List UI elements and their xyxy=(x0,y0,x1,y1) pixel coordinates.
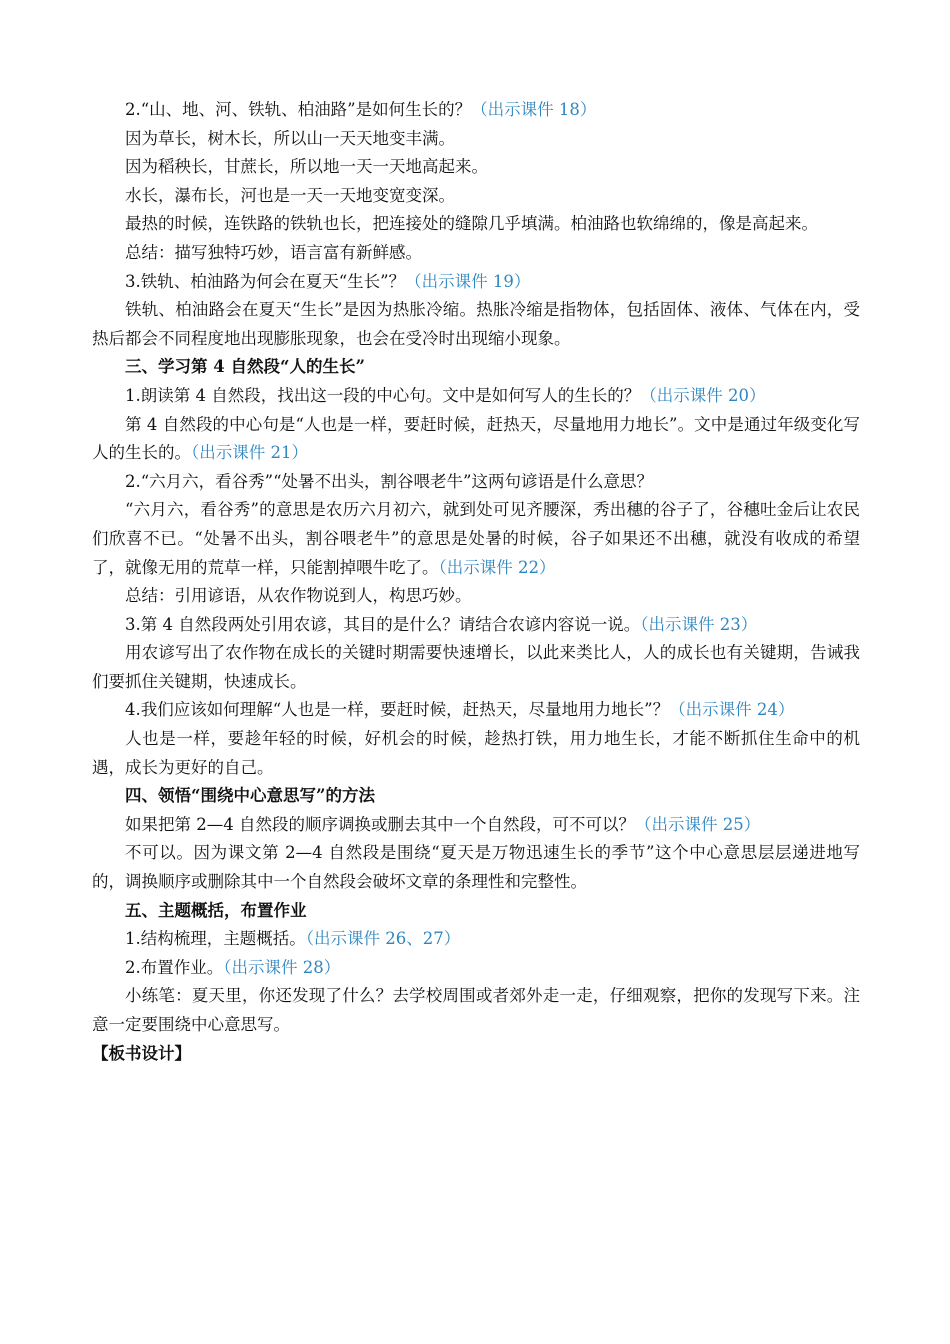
paragraph xyxy=(92,811,860,840)
paragraph xyxy=(92,239,860,268)
paragraph-text: 因为草长，树木长，所以山一天天地变丰满。 xyxy=(125,128,455,148)
paragraph xyxy=(92,925,860,954)
paragraph xyxy=(92,468,860,497)
paragraph xyxy=(92,696,860,725)
paragraph xyxy=(92,496,860,582)
paragraph-text: 2.“六月六，看谷秀”“处暑不出头，割谷喂老牛”这两句谚语是什么意思？ xyxy=(125,471,653,491)
paragraph-text: 四、领悟“围绕中心意思写”的方法 xyxy=(125,786,375,806)
paragraph xyxy=(92,839,860,896)
paragraph-text: 三、学习第 4 自然段“人的生长” xyxy=(125,357,365,377)
paragraph-text: 1.结构梳理，主题概括。 xyxy=(125,929,306,949)
section-heading xyxy=(92,353,860,382)
courseware-reference: （出示课件 21） xyxy=(191,443,308,463)
paragraph-text: 第 4 自然段的中心句是“人也是一样，要赶时候，赶热天，尽量地用力地长”。文中是通过年级变化写人的生长的。 xyxy=(92,414,860,463)
paragraph-text: 因为稻秧长，甘蔗长，所以地一天一天地高起来。 xyxy=(125,157,488,177)
paragraph-text: “六月六，看谷秀”的意思是农历六月初六，就到处可见齐腰深，秀出穗的谷子了，谷穗吐金后让农民们欣喜不已。“处暑不出头，割谷喂老牛”的意思是处暑的时候，谷子如果还不出穗，就没有收成的希望了，就像无用的荒草一样，只能割掉喂牛吃了。 xyxy=(92,500,860,577)
paragraph xyxy=(92,125,860,154)
courseware-reference: （出示课件 20） xyxy=(640,385,766,405)
section-heading xyxy=(92,782,860,811)
paragraph xyxy=(92,182,860,211)
paragraph-text: 最热的时候，连铁路的铁轨也长，把连接处的缝隙几乎填满。柏油路也软绵绵的，像是高起来。 xyxy=(125,214,818,234)
paragraph xyxy=(92,382,860,411)
document-page xyxy=(92,96,860,1068)
paragraph-text: 人也是一样，要趁年轻的时候，好机会的时候，趁热打铁，用力地生长，才能不断抓住生命中的机遇，成长为更好的自己。 xyxy=(92,729,860,777)
paragraph xyxy=(92,639,860,696)
courseware-reference: （出示课件 26、27） xyxy=(305,929,461,949)
paragraph xyxy=(92,582,860,611)
paragraph xyxy=(92,268,860,297)
courseware-reference: （出示课件 23） xyxy=(640,614,758,634)
paragraph xyxy=(92,210,860,239)
paragraph-text: 【板书设计】 xyxy=(92,1043,191,1063)
paragraph-text: 1.朗读第 4 自然段，找出这一段的中心句。文中是如何写人的生长的？ xyxy=(125,385,641,405)
paragraph-text: 小练笔：夏天里，你还发现了什么？去学校周围或者郊外走一走，仔细观察，把你的发现写下来。注意一定要围绕中心意思写。 xyxy=(92,986,860,1034)
paragraph xyxy=(92,96,860,125)
section-heading xyxy=(92,897,860,926)
paragraph-text: 用农谚写出了农作物在成长的关键时期需要快速增长，以此来类比人，人的成长也有关键期，告诫我们要抓住关键期，快速成长。 xyxy=(92,643,860,691)
paragraph xyxy=(92,153,860,182)
courseware-reference: （出示课件 22） xyxy=(438,557,556,577)
paragraph-text: 总结：引用谚语，从农作物说到人，构思巧妙。 xyxy=(125,586,472,606)
courseware-reference: （出示课件 19） xyxy=(405,271,531,291)
paragraph xyxy=(92,954,860,983)
paragraph-text: 3.铁轨、柏油路为何会在夏天“生长”？ xyxy=(125,271,406,291)
paragraph-text: 铁轨、柏油路会在夏天“生长”是因为热胀冷缩。热胀冷缩是指物体，包括固体、液体、气体在内，受热后都会不同程度地出现膨胀现象，也会在受冷时出现缩小现象。 xyxy=(92,300,860,348)
paragraph-text: 2.布置作业。 xyxy=(125,957,224,977)
paragraph-text: 水长，瀑布长，河也是一天一天地变宽变深。 xyxy=(125,185,455,205)
paragraph-text: 4.我们应该如何理解“人也是一样，要赶时候，赶热天，尽量地用力地长”？ xyxy=(125,700,670,720)
paragraph-text: 2.“山、地、河、铁轨、柏油路”是如何生长的？ xyxy=(125,100,472,119)
paragraph-text: 如果把第 2—4 自然段的顺序调换或删去其中一个自然段，可不可以？ xyxy=(125,814,635,834)
courseware-reference: （出示课件 18） xyxy=(471,100,597,119)
courseware-reference: （出示课件 28） xyxy=(223,957,341,977)
paragraph xyxy=(92,296,860,353)
paragraph xyxy=(92,411,860,468)
courseware-reference: （出示课件 25） xyxy=(635,814,761,834)
paragraph-text: 不可以。因为课文第 2—4 自然段是围绕“夏天是万物迅速生长的季节”这个中心意思层层递进地写的，调换顺序或删除其中一个自然段会破坏文章的条理性和完整性。 xyxy=(92,843,860,892)
paragraph-text: 五、主题概括，布置作业 xyxy=(125,900,307,920)
paragraph-text: 总结：描写独特巧妙，语言富有新鲜感。 xyxy=(125,242,422,262)
paragraph xyxy=(92,725,860,782)
courseware-reference: （出示课件 24） xyxy=(669,700,795,720)
paragraph-text: 3.第 4 自然段两处引用农谚，其目的是什么？请结合农谚内容说一说。 xyxy=(125,614,641,634)
paragraph xyxy=(92,982,860,1039)
paragraph xyxy=(92,611,860,640)
section-heading xyxy=(92,1040,860,1069)
